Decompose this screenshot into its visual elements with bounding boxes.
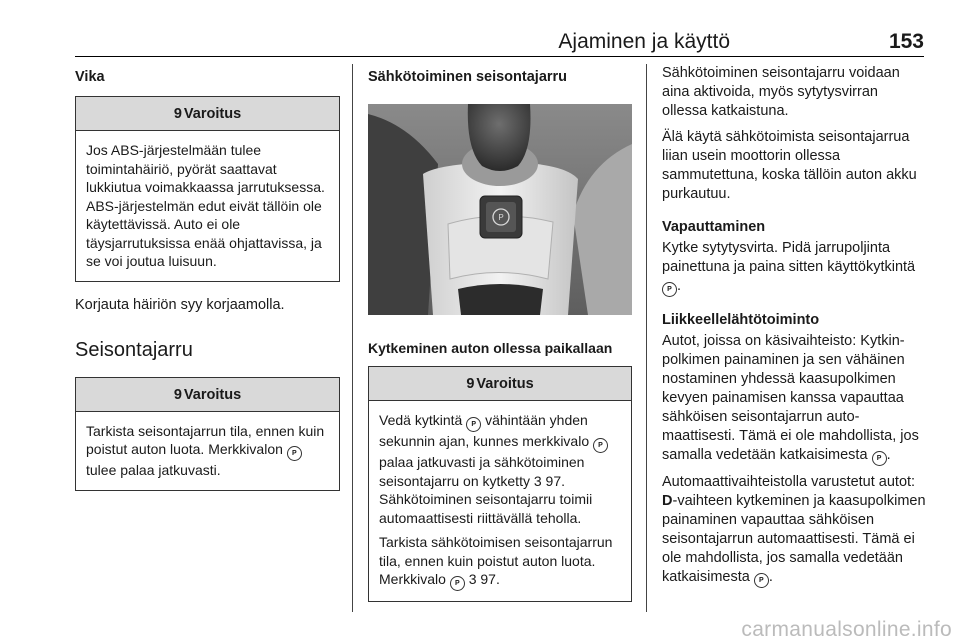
- warning-title: Varoitus: [183, 106, 242, 122]
- watermark: carmanualsonline.info: [741, 618, 952, 641]
- section-heading-seisontajarru: Seisontajarru: [75, 338, 193, 361]
- column-3: [662, 64, 927, 595]
- parking-brake-photo: [368, 104, 632, 315]
- parking-brake-icon: P: [287, 446, 302, 461]
- body-text: Automaattivaihteistolla varustetut autot: D-vaihteen kytkeminen ja kaasupolkimen painaminen vapauttaa sähköisen seisontajarrun automaattisesti. Tämä ei ole mahdollista, jos samalla vedetään katkaisimesta P .: [662, 473, 927, 588]
- warning-box: [75, 377, 340, 491]
- section-heading-vika: Vika: [75, 69, 105, 85]
- warning-body: [76, 412, 339, 490]
- warning-header: [76, 378, 339, 412]
- body-text: Sähkötoiminen seisontajarru voidaan aina aktivoida, myös sytytysvirran ollessa katkaistuna.: [662, 65, 900, 119]
- warning-title: Varoitus: [476, 376, 534, 392]
- warning-box: [75, 96, 340, 282]
- parking-brake-icon: P: [450, 576, 465, 591]
- warning-text: Jos ABS-järjestelmään tulee toimintahäiriö, pyörät saattavat lukkiutua voimakkaassa jarrutuksessa. ABS-järjestelmän edut eivät tällöin ole käytettävissä. Auto ei ole täysjarrutuksissa enää ohjattavissa, ja se voi joutua luisuun.: [86, 142, 325, 269]
- column-divider: [352, 64, 353, 612]
- parking-brake-icon: P: [466, 417, 481, 432]
- column-1: [75, 64, 340, 505]
- body-text: Älä käytä sähkötoimista seisontajarrua liian usein moottorin ollessa sammutettuna, koska tällöin auton akku purkautuu.: [662, 129, 917, 202]
- body-text: Autot, joissa on käsivaihteisto: Kytkinpolkimen painaminen ja sen vähäinen nostaminen yhdessä kaasupolkimen kevyen painamisen kanssa vapauttaa sähköisen seisontajarrun automaattisesti. Tämä ei ole mahdollista, jos samalla vedetään katkaisimesta P .: [662, 332, 927, 466]
- warning-box: [368, 366, 632, 602]
- column-2: [368, 64, 632, 616]
- warning-text: Tarkista sähkötoimisen seisontajarrun tila, ennen kuin poistut auton luota. Merkkivalo P 3 97.: [379, 533, 621, 591]
- warning-body: [369, 401, 631, 601]
- page-ref[interactable]: 97: [480, 571, 496, 587]
- body-text: Korjauta häiriön syy korjaamolla.: [75, 296, 285, 313]
- header-rule: [75, 56, 924, 57]
- warning-triangle-icon: 9: [466, 376, 475, 392]
- parking-brake-icon: P: [872, 451, 887, 466]
- subheading-release: Vapauttaminen: [662, 219, 766, 235]
- parking-brake-icon: P: [662, 282, 677, 297]
- warning-header: [369, 367, 631, 401]
- page-number: 153: [888, 30, 924, 53]
- svg-text:P: P: [498, 213, 504, 222]
- warning-text: Tarkista seisontajarrun tila, ennen kuin poistut auton luota. Merkkivalon P tulee palaa jatkuvasti.: [86, 422, 325, 478]
- column-divider: [646, 64, 647, 612]
- warning-header: [76, 97, 339, 131]
- warning-triangle-icon: 9: [173, 386, 182, 403]
- parking-brake-icon: P: [593, 438, 608, 453]
- section-heading-electric-brake: Sähkötoiminen seisontajarru: [368, 69, 568, 85]
- photo-caption: Kytkeminen auton ollessa paikallaan: [368, 340, 613, 356]
- subheading-drive-away: Liikkeellelähtötoiminto: [662, 312, 820, 328]
- page-ref-arrow-icon: 3: [533, 472, 542, 489]
- warning-triangle-icon: 9: [173, 106, 182, 122]
- header-title: Ajaminen ja käyttö: [558, 30, 730, 53]
- warning-body: [76, 131, 339, 281]
- parking-brake-icon: P: [754, 573, 769, 588]
- page-ref[interactable]: 97: [545, 472, 562, 489]
- warning-title: Varoitus: [183, 386, 242, 403]
- page-ref-arrow-icon: 3: [468, 571, 477, 587]
- warning-text: Vedä kytkintä P vähintään yhden sekunnin ajan, kunnes merkkivalo P palaa jatkuvasti ja sähkötoiminen seisontajarru on kytketty 3 97. Sähkötoiminen seisontajarru toimii automaattisesti riittävällä teholla.: [379, 411, 621, 527]
- body-text: Kytke sytytysvirta. Pidä jarrupoljinta painettuna ja paina sitten käyttökytkintä P .: [662, 239, 927, 297]
